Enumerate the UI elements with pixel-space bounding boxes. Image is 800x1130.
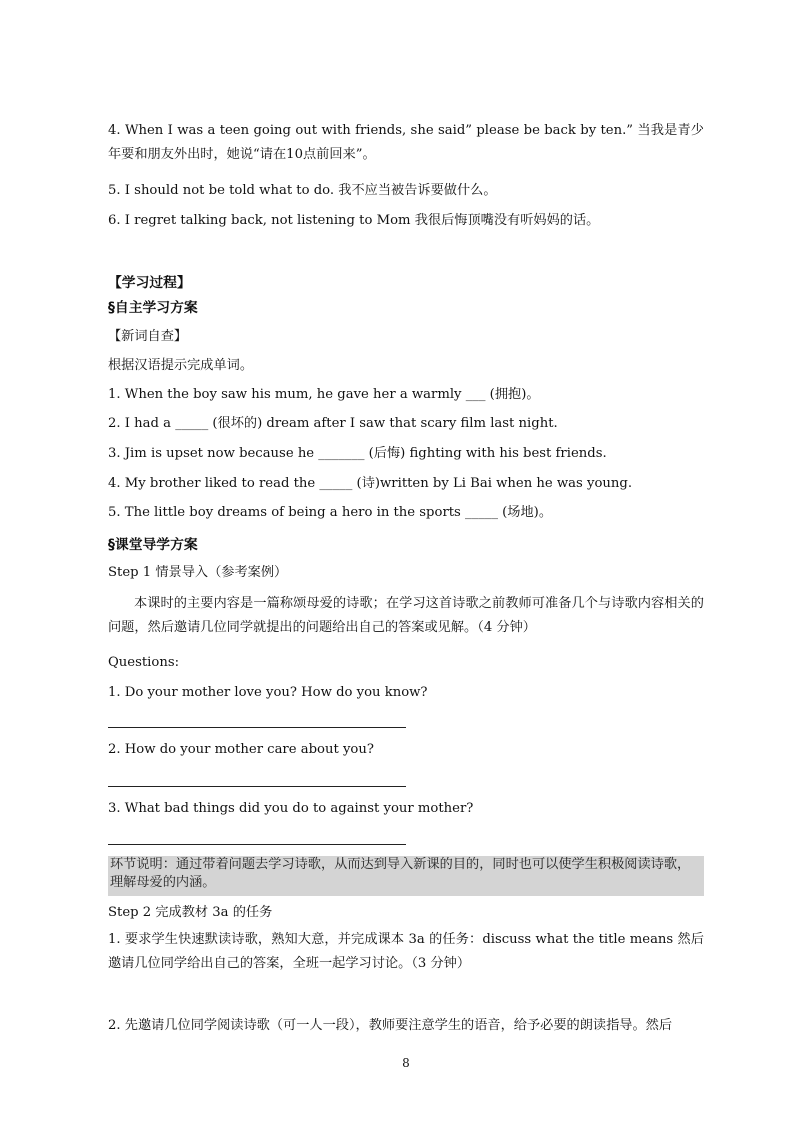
page-number: 8 [402, 1056, 410, 1070]
answer-line-1 [108, 727, 406, 728]
step2-title: Step 2 完成教材 3a 的任务 [108, 905, 273, 920]
learning-process-heading: 【学习过程】 [108, 275, 191, 291]
step2-item-2: 2. 先邀请几位同学阅读诗歌（可一人一段），教师要注意学生的语音，给予必要的朗读指导。然后 [108, 1018, 673, 1033]
intro-item-5: 5. I should not be told what to do. 我不应当被告诉要做什么。 [108, 183, 497, 198]
step1-paragraph: 本课时的主要内容是一篇称颂母爱的诗歌；在学习这首诗歌之前教师可准备几个与诗歌内容相关的问题，然后邀请几位同学就提出的问题给出自己的答案或见解。（4 分钟） [108, 596, 704, 635]
step2-item-1: 1. 要求学生快速默读诗歌，熟知大意，并完成课本 3a 的任务：discuss what the title means 然后邀请几位同学给出自己的答案，全班一起学习讨论。（3 分钟） [108, 932, 704, 971]
answer-line-2 [108, 786, 406, 787]
exercise-item-3: 3. Jim is upset now because he _______ (后悔) fighting with his best friends. [108, 446, 607, 461]
question-2: 2. How do your mother care about you? [108, 742, 374, 757]
self-study-heading: §自主学习方案 [108, 300, 198, 316]
intro-item-6: 6. I regret talking back, not listening to Mom 我很后悔顶嘴没有听妈妈的话。 [108, 213, 600, 228]
exercise-item-1: 1. When the boy saw his mum, he gave her a warmly ___ (拥抱)。 [108, 387, 540, 402]
classroom-heading: §课堂导学方案 [108, 537, 198, 553]
question-1: 1. Do your mother love you? How do you know? [108, 685, 428, 700]
new-words-subheading: 【新词自查】 [108, 329, 188, 344]
exercise-instruction: 根据汉语提示完成单词。 [108, 358, 254, 373]
step1-title: Step 1 情景导入（参考案例） [108, 565, 288, 580]
answer-line-3 [108, 844, 406, 845]
question-3: 3. What bad things did you do to against your mother? [108, 801, 474, 816]
questions-label: Questions: [108, 655, 180, 670]
intro-item-4: 4. When I was a teen going out with friends, she said” please be back by ten.” 当我是青少年要和朋友外出时，她说“请在10点前回来”。 [108, 123, 704, 162]
exercise-item-5: 5. The little boy dreams of being a hero in the sports _____ (场地)。 [108, 505, 553, 520]
exercise-item-2: 2. I had a _____ (很坏的) dream after I saw that scary film last night. [108, 416, 558, 431]
exercise-item-4: 4. My brother liked to read the _____ (诗)written by Li Bai when he was young. [108, 476, 633, 491]
section-note: 环节说明：通过带着问题去学习诗歌，从而达到导入新课的目的，同时也可以使学生积极阅读诗歌，理解母爱的内涵。 [108, 856, 704, 896]
